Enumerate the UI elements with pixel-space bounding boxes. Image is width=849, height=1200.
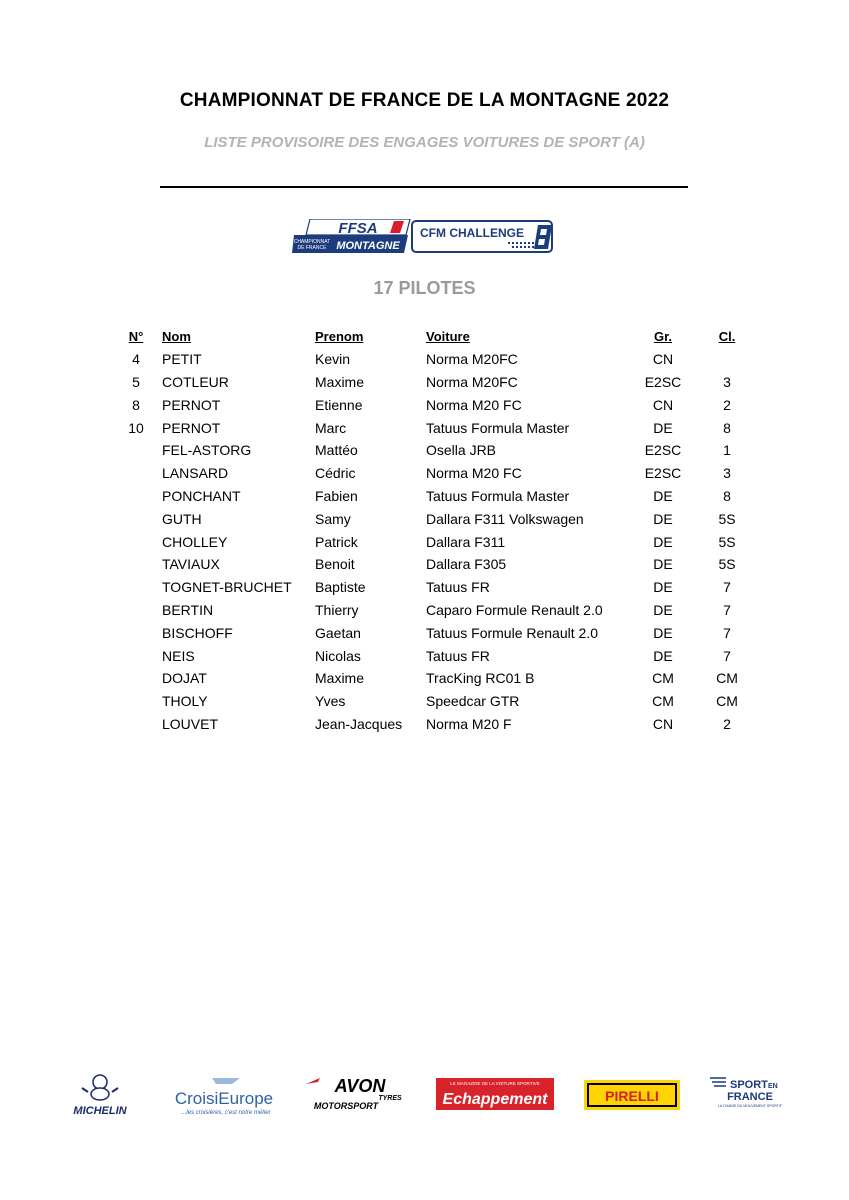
cell-voiture: Norma M20 FC: [426, 465, 522, 482]
cell-num: [110, 621, 162, 644]
cell-num: [110, 485, 162, 508]
cell-num: [110, 507, 162, 530]
table-row: [110, 530, 757, 553]
sport-text: SPORT: [730, 1079, 768, 1091]
cell-gr: CN: [652, 396, 674, 413]
cell-voiture: Tatuus Formula Master: [426, 487, 570, 504]
cell-nom: TAVIAUX: [162, 556, 220, 573]
cell-gr: CM: [652, 670, 674, 687]
pilot-count: 17 PILOTES: [373, 278, 476, 298]
cell-cl: 5S: [718, 556, 736, 573]
cell-prenom: Marc: [315, 419, 347, 436]
croisieurope-logo: [175, 1078, 273, 1116]
cell-gr: DE: [653, 579, 673, 596]
cell-prenom: Nicolas: [315, 647, 361, 664]
header-nom: Nom: [162, 328, 191, 344]
cfm-challenge-logo: [412, 221, 552, 252]
table-row: [110, 416, 757, 439]
cell-voiture: Speedcar GTR: [426, 693, 520, 710]
table-row: [110, 507, 757, 530]
table-row: [110, 393, 757, 416]
cell-voiture: Tatuus FR: [426, 647, 490, 664]
croisi-text: CroisiEurope: [174, 1089, 274, 1108]
cell-num: [110, 690, 162, 713]
avon-motorsport: MOTORSPORT: [313, 1101, 379, 1111]
cell-prenom: Jean-Jacques: [315, 715, 403, 732]
avon-tyres: TYRES: [378, 1095, 402, 1102]
cell-num: 4: [132, 351, 140, 368]
cell-gr: CM: [652, 693, 674, 710]
cell-gr: CN: [652, 351, 674, 368]
cell-nom: FEL-ASTORG: [162, 442, 252, 459]
page-title: CHAMPIONNAT DE FRANCE DE LA MONTAGNE 2022: [179, 90, 670, 111]
cell-cl: 7: [723, 647, 731, 664]
page-subtitle: LISTE PROVISOIRE DES ENGAGES VOITURES DE SPORT (A): [204, 134, 645, 151]
michelin-logo: [73, 1075, 127, 1117]
table-row: [110, 348, 757, 371]
table-row: [110, 462, 757, 485]
cell-nom: LOUVET: [162, 715, 219, 732]
cell-nom: COTLEUR: [162, 373, 229, 390]
pirelli-logo: [584, 1080, 680, 1110]
cell-prenom: Kevin: [315, 351, 351, 368]
cell-cl: 3: [723, 373, 731, 390]
header-cl: Cl.: [718, 328, 736, 344]
cell-nom: PERNOT: [162, 396, 221, 413]
header-gr: Gr.: [653, 328, 673, 344]
cell-gr: DE: [653, 556, 673, 573]
avon-text: AVON: [334, 1076, 386, 1096]
cell-prenom: Baptiste: [315, 579, 366, 596]
cell-gr: E2SC: [644, 465, 682, 482]
cell-gr: DE: [653, 510, 673, 527]
cell-num: 8: [132, 396, 140, 413]
sport-en-france-logo: [710, 1078, 782, 1108]
cell-voiture: Dallara F311 Volkswagen: [426, 510, 584, 527]
championship-logos: [290, 219, 560, 255]
cell-voiture: Norma M20FC: [426, 351, 518, 368]
cell-gr: DE: [653, 647, 673, 664]
cell-cl: 7: [723, 624, 731, 641]
cell-voiture: Tatuus Formula Master: [426, 419, 570, 436]
cell-cl: 5S: [718, 510, 736, 527]
echap-tagline: LE MAGAZINE DE LA VOITURE SPORTIVE: [450, 1081, 540, 1086]
cell-cl: CM: [716, 670, 738, 687]
cell-prenom: Benoit: [315, 556, 355, 573]
cell-num: [110, 576, 162, 599]
cell-cl: 7: [723, 579, 731, 596]
table-row: [110, 667, 757, 690]
cell-prenom: Samy: [315, 510, 351, 527]
cell-prenom: Mattéo: [315, 442, 358, 459]
cell-cl: CM: [716, 693, 738, 710]
cell-prenom: Gaetan: [315, 624, 361, 641]
avon-logo: [306, 1076, 402, 1111]
table-row: [110, 371, 757, 394]
cell-cl: 2: [723, 396, 731, 413]
cell-nom: BISCHOFF: [162, 624, 233, 641]
cell-num: [110, 599, 162, 622]
echap-text: Echappement: [442, 1091, 548, 1108]
cell-num: 5: [132, 373, 140, 390]
cell-nom: BERTIN: [162, 601, 214, 618]
cell-prenom: Fabien: [315, 487, 358, 504]
header-prenom: Prenom: [315, 328, 364, 344]
cell-nom: DOJAT: [162, 670, 207, 687]
cell-num: 10: [128, 419, 144, 436]
cell-num: [110, 667, 162, 690]
cell-voiture: Dallara F305: [426, 556, 507, 573]
cell-cl: [697, 348, 757, 371]
cell-cl: 5S: [718, 533, 736, 550]
cell-prenom: Patrick: [315, 533, 358, 550]
cell-cl: 1: [723, 442, 731, 459]
cell-gr: CN: [652, 715, 674, 732]
cell-prenom: Maxime: [315, 670, 365, 687]
cell-gr: E2SC: [644, 373, 682, 390]
cell-nom: GUTH: [162, 510, 202, 527]
cell-num: [110, 553, 162, 576]
cell-nom: LANSARD: [162, 465, 229, 482]
cell-num: [110, 644, 162, 667]
table-row: [110, 599, 757, 622]
cell-voiture: TracKing RC01 B: [426, 670, 535, 687]
cell-voiture: Dallara F311: [426, 533, 506, 550]
table-row: [110, 713, 757, 736]
cell-gr: DE: [653, 601, 673, 618]
cell-cl: 3: [723, 465, 731, 482]
cell-nom: THOLY: [162, 693, 208, 710]
cell-prenom: Thierry: [315, 601, 359, 618]
table-row: [110, 690, 757, 713]
michelin-text: MICHELIN: [73, 1105, 127, 1117]
cell-prenom: Maxime: [315, 373, 365, 390]
cell-nom: TOGNET-BRUCHET: [162, 579, 292, 596]
table-row: [110, 644, 757, 667]
cell-nom: CHOLLEY: [162, 533, 228, 550]
cell-voiture: Norma M20 FC: [426, 396, 522, 413]
cell-num: [110, 439, 162, 462]
cell-gr: E2SC: [644, 442, 682, 459]
cell-cl: 8: [723, 487, 731, 504]
ffsa-montagne-logo: [292, 219, 410, 253]
cell-cl: 7: [723, 601, 731, 618]
sport-france-text: FRANCE: [727, 1091, 773, 1103]
cell-gr: DE: [653, 624, 673, 641]
cell-num: [110, 530, 162, 553]
table-header-row: [110, 325, 757, 348]
cell-voiture: Norma M20 F: [426, 715, 512, 732]
cell-prenom: Cédric: [315, 465, 356, 482]
montagne-text: MONTAGNE: [336, 240, 400, 252]
cell-cl: 8: [723, 419, 731, 436]
cell-num: [110, 462, 162, 485]
ffsa-sub-1: CHAMPIONNAT: [293, 239, 331, 245]
cell-voiture: Osella JRB: [426, 442, 497, 459]
sponsor-logos: [60, 1072, 790, 1122]
cell-prenom: Etienne: [315, 396, 363, 413]
header-voiture: Voiture: [426, 328, 470, 344]
table-row: [110, 553, 757, 576]
ffsa-sub-2: DE FRANCE: [297, 245, 327, 251]
croisi-tagline: ...les croisières, c'est notre métier: [181, 1110, 271, 1116]
cell-gr: DE: [653, 419, 673, 436]
cell-nom: NEIS: [162, 647, 195, 664]
cell-num: [110, 713, 162, 736]
table-row: [110, 485, 757, 508]
ffsa-text: FFSA: [338, 220, 378, 237]
cell-gr: DE: [653, 487, 673, 504]
entries-table: [110, 325, 757, 735]
sport-tagline: LA CHAINE DU MOUVEMENT SPORTIF: [717, 1104, 783, 1108]
cell-voiture: Caparo Formule Renault 2.0: [426, 601, 603, 618]
header-num: N°: [128, 328, 144, 344]
cell-prenom: Yves: [315, 693, 346, 710]
title-divider: [160, 186, 688, 188]
cell-cl: 2: [723, 715, 731, 732]
table-row: [110, 576, 757, 599]
cell-voiture: Tatuus FR: [426, 579, 490, 596]
cell-voiture: Norma M20FC: [426, 373, 518, 390]
cell-nom: PETIT: [162, 351, 202, 368]
cell-nom: PONCHANT: [162, 487, 241, 504]
table-row: [110, 439, 757, 462]
pirelli-text: PIRELLI: [605, 1088, 659, 1104]
cell-nom: PERNOT: [162, 419, 221, 436]
sport-en-text: EN: [768, 1083, 778, 1090]
echappement-logo: [436, 1078, 554, 1110]
cfm-text: CFM CHALLENGE: [420, 226, 524, 240]
cell-gr: DE: [653, 533, 673, 550]
cell-voiture: Tatuus Formule Renault 2.0: [426, 624, 598, 641]
table-row: [110, 621, 757, 644]
